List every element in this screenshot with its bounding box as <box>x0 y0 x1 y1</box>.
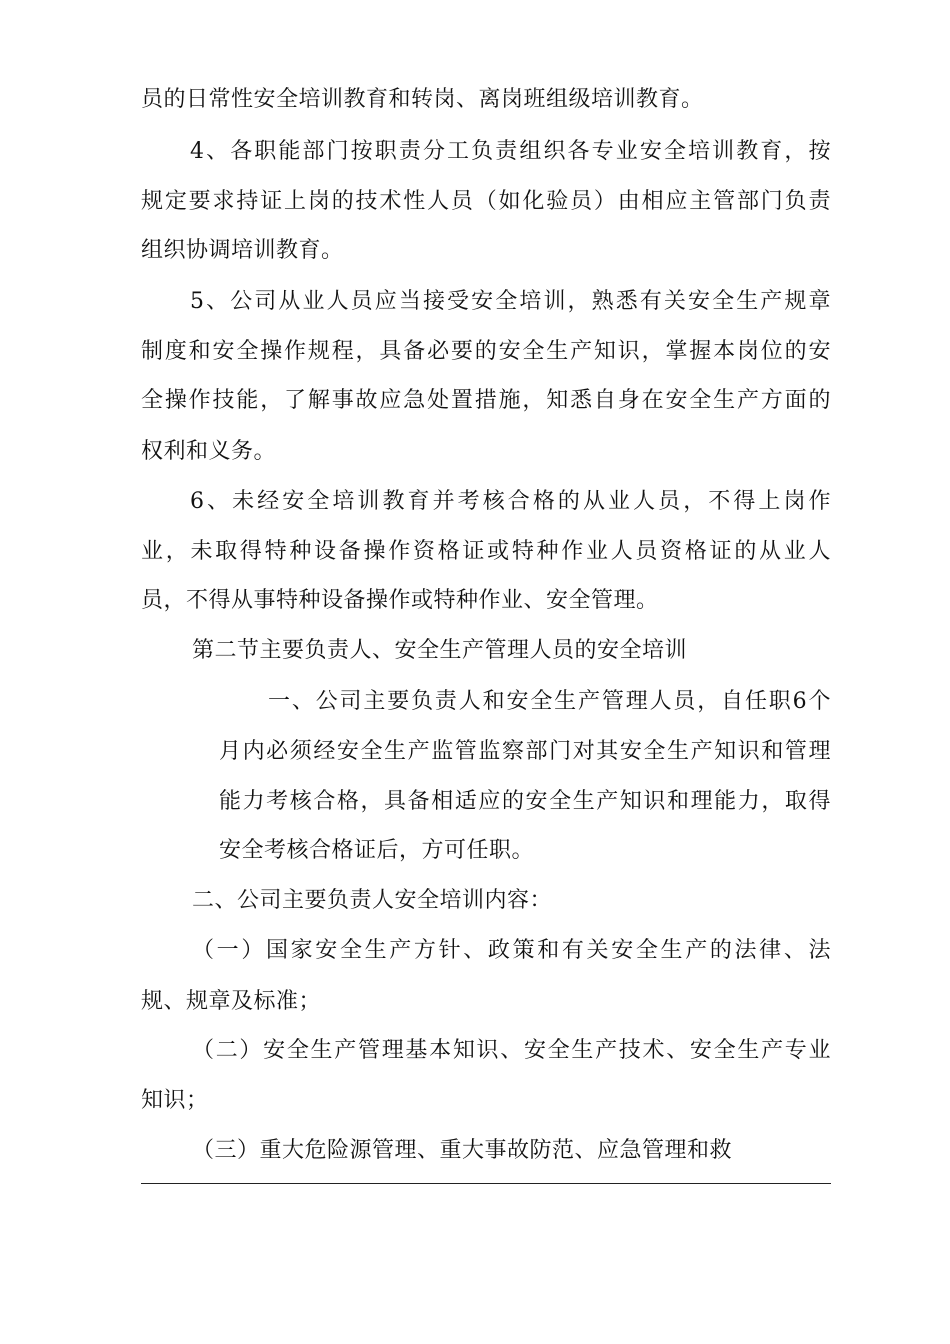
text-line: （三）重大危险源管理、重大事故防范、应急管理和救 <box>192 1138 733 1163</box>
text-line: 规、规章及标准； <box>141 989 322 1014</box>
text-line: 制度和安全操作规程，具备必要的安全生产知识，掌握本岗位的安 <box>141 339 831 364</box>
footer-rule <box>141 1183 831 1184</box>
text-line: 6、未经安全培训教育并考核合格的从业人员，不得上岗作 <box>190 489 831 514</box>
text-line: 组织协调培训教育。 <box>141 238 344 263</box>
text-line: 4、各职能部门按职责分工负责组织各专业安全培训教育，按 <box>190 139 831 164</box>
text-line: 5、公司从业人员应当接受安全培训，熟悉有关安全生产规章 <box>190 289 831 314</box>
text-line: 全操作技能，了解事故应急处置措施，知悉自身在安全生产方面的 <box>141 388 831 413</box>
text-line: 知识； <box>141 1088 209 1113</box>
text-line: 二、公司主要负责人安全培训内容： <box>192 888 553 913</box>
text-line: 安全考核合格证后，方可任职。 <box>219 838 535 863</box>
text-line: 一、公司主要负责人和安全生产管理人员，自任职6个 <box>268 689 831 714</box>
text-line: 员的日常性安全培训教育和转岗、离岗班组级培训教育。 <box>141 87 704 112</box>
text-line: 员，不得从事特种设备操作或特种作业、安全管理。 <box>141 588 659 613</box>
text-line: 能力考核合格，具备相适应的安全生产知识和理能力，取得 <box>219 789 831 814</box>
text-line: 业，未取得特种设备操作资格证或特种作业人员资格证的从业人 <box>141 539 831 564</box>
section-heading: 第二节主要负责人、安全生产管理人员的安全培训 <box>192 638 688 663</box>
text-line: （二）安全生产管理基本知识、安全生产技术、安全生产专业 <box>192 1038 831 1063</box>
text-line: 月内必须经安全生产监管监察部门对其安全生产知识和管理 <box>219 739 831 764</box>
text-line: 权利和义务。 <box>141 439 277 464</box>
text-line: （一）国家安全生产方针、政策和有关安全生产的法律、法 <box>192 938 831 963</box>
text-line: 规定要求持证上岗的技术性人员（如化验员）由相应主管部门负责 <box>141 189 831 214</box>
